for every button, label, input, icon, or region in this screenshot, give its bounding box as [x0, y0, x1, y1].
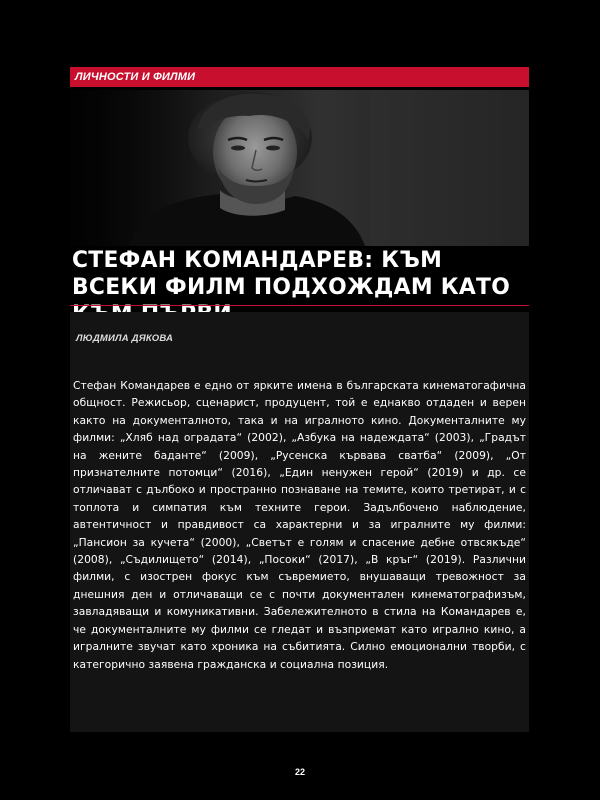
author-name: ЛЮДМИЛА ДЯКОВА	[76, 333, 174, 344]
portrait-photo	[70, 90, 529, 246]
page-number: 22	[294, 767, 305, 777]
title-divider	[70, 305, 529, 306]
portrait-illustration	[70, 90, 529, 246]
article-title: СТЕФАН КОМАНДАРЕВ: КЪМ ВСЕКИ ФИЛМ ПОДХОЖДАМ КАТО	[72, 247, 511, 300]
article-body: Стефан Командарев е едно от ярките имена в българската кинематогафична общност. Режисьор, сценарист, продуцент, той е еднакво отдаден и верен както на документалното, така и на игралното кино. Документалните му филми: „Хляб над оградата“ (2002), „Азбука на надеждата“ (2003), „Градът на жените баданте“ (2009), „Русенска кървава сватба“ (2009), „От признателните потомци“ (2016), „Един ненужен герой“ (2019) и др. се отличават с дълбоко и пространно познаване на темите, които третират, и с топлота и симпатия към техните герои. Задълбочено наблюдение, автентичност и правдивост са характерни и за игралните му филми: „Пансион за кучета“ (2000), „Светът е голям и спасение дебне отвсякъде“ (2008), „Съдилището“ (2014), „Посоки“ (2017), „В кръг“ (2019). Различни филми, с изострен фокус към съвремието, внушаващи тревожност за днешния ден и отличаващи се с почти документален кинематографизъм, завладяващи и комуникативни. Забележителното в стила на Командарев е, че документалните му филми се гледат и възприемат като игрално кино, а игралните звучат като хроника на събитията. Силно емоционални творби, с категорично заявена гражданска и социална позиция.	[73, 379, 526, 671]
section-label: ЛИЧНОСТИ И ФИЛМИ	[75, 71, 196, 83]
section-banner	[70, 67, 529, 87]
